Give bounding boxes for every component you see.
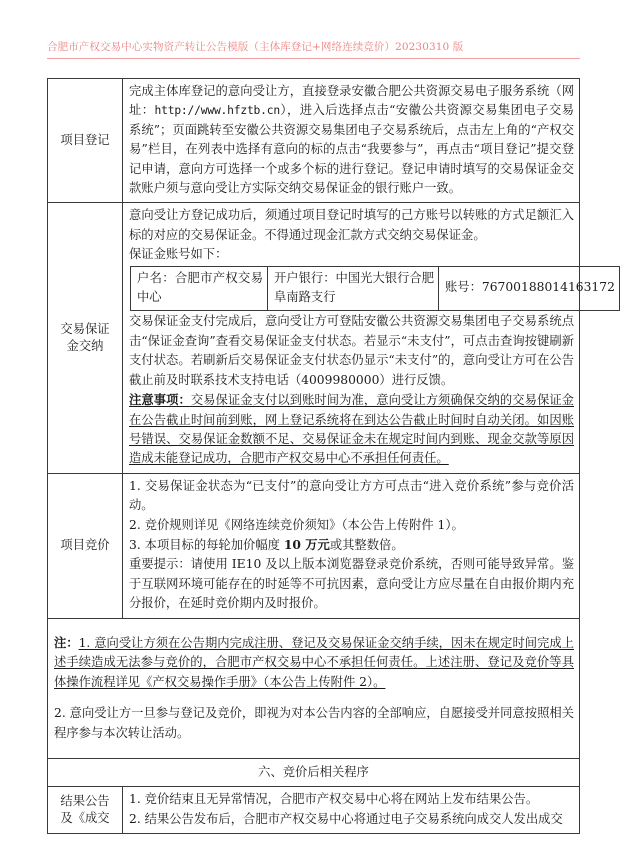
paragraph-result-1: 1. 竞价结束且无异常情况，合肥市产权交易中心将在网站上发布结果公告。 <box>129 792 539 807</box>
paragraph <box>129 82 574 198</box>
row-label-line-1: 结果公告 <box>60 794 110 809</box>
row-label-line-2: 及《成交 <box>60 811 110 826</box>
paragraph-bidding-2: 2. 竞价规则详见《网络连续竞价须知》（本公告上传附件 1）。 <box>129 517 464 532</box>
paragraph: 意向受让方登记成功后，须通过项目登记时填写的己方账号以转账的方式足额汇入标的对应的交易保证金。不得通过现金汇款方式交纳交易保证金。 <box>129 208 574 242</box>
account-name-cell: 户名：合肥市产权交易中心 <box>131 266 268 311</box>
note-item-1: 1. 意向受让方须在公告期内完成注册、登记及交易保证金交纳手续，因未在规定时间完成上述手续造成无法参与竞价的，合肥市产权交易中心不承担任何责任。上述注册、登记及竞价等具体操作流程详见《产权交易操作手册》（本公告上传附件 2）。 <box>54 635 574 689</box>
row-body-deposit-payment <box>123 203 615 473</box>
notice-body: 交易保证金支付以到账时间为准，意向受让方须确保交纳的交易保证金在公告截止时间前到账，网上登记系统将在到达公告截止时间时自动关闭。如因账号错误、交易保证金数额不足、交易保证金未在规定时间内到账、现金交款等原因造成未能登记成功，合肥市产权交易中心不承担任何责任。 <box>129 393 574 466</box>
paragraph-account-intro: 保证金账号如下： <box>129 247 228 262</box>
paragraph-payment-status: 交易保证金支付完成后，意向受让方可登陆安徽公共资源交易集团电子交易系统点击“保证金查询”查看交易保证金支付状态。若显示“未支付”，可点击查询按键刷新支付状态。若刷新后交易保证金支付状态仍显示“未支付”的，意向受让方可在公告截止前及时联系技术支持电话（4009980000）进行反馈。 <box>129 314 574 387</box>
notice-heading: 注意事项： <box>129 392 191 408</box>
row-body-project-bidding <box>123 473 580 618</box>
text-segment: 3. 本项目标的每轮加价幅度 <box>129 537 284 552</box>
row-label-result-announcement <box>48 787 123 834</box>
section-header-title: 六、竞价后相关程序 <box>48 759 580 787</box>
text-segment: ），进入后选择点击“安徽公共资源交易集团电子交易系统”；页面跳转至安徽公共资源交易集团电子交易系统后，点击左上角的“产权交易”栏目，在列表中选择有意向的标的点击“我要参与”，再点击“项目登记”提交登记申请，意向方可选择一个或多个标的进行登记。登记申请时填写的交易保证金交款账户须与意向受让方实际交纳交易保证金的银行账户一致。 <box>129 103 574 196</box>
table-row-notes <box>48 618 580 759</box>
paragraph-bidding-1: 1. 交易保证金状态为“已支付”的意向受让方方可点击“进入竞价系统”参与竞价活动。 <box>129 478 574 513</box>
row-label-line-1: 交易保证 <box>60 322 110 337</box>
paragraph-bidding-3 <box>129 535 574 555</box>
text-segment: 或其整数倍。 <box>329 537 404 552</box>
announcement-table <box>47 78 615 834</box>
text-segment: 完成主体库登记的意向受让方，直接登录安徽合肥公共资源交易电子服务系统（网址： <box>129 84 574 118</box>
paragraph-result-2: 2. 结果公告发布后，合肥市产权交易中心将通过电子交易系统向成交人发出成交 <box>129 811 563 826</box>
row-label-project-registration: 项目登记 <box>48 79 123 203</box>
row-label-line-2: 金交纳 <box>66 339 104 354</box>
row-body-project-registration <box>123 79 580 203</box>
table-row-section-header <box>48 759 580 787</box>
row-body-result-announcement <box>123 787 580 834</box>
table-row <box>131 266 620 311</box>
account-number-cell: 账号：76700188014163172 <box>439 266 620 311</box>
bank-name-cell: 开户银行：中国光大银行合肥阜南路支行 <box>268 266 439 311</box>
table-row-result-announcement <box>48 787 580 834</box>
table-row-project-registration <box>48 79 580 203</box>
document-running-header: 合肥市产权交易中心实物资产转让公告模版（主体库登记+网络连续竞价）20230310 版 <box>47 40 580 59</box>
row-label-deposit-payment <box>48 203 123 473</box>
paragraph-important-tip: 重要提示：请使用 IE10 及以上版本浏览器登录竞价系统，否则可能导致异常。鉴于互联网环境可能存在的时延等不可抗因素，意向受让方应尽量在自由报价期内充分报价，在延时竞价期内及时报价。 <box>129 557 574 611</box>
notes-cell <box>48 618 580 759</box>
paragraph-notice <box>129 390 574 469</box>
table-row-deposit-payment <box>48 203 580 473</box>
row-label-project-bidding: 项目竞价 <box>48 473 123 618</box>
bid-increment-amount: 10 万元 <box>283 536 330 552</box>
note-heading: 注： <box>54 634 79 650</box>
table-row-project-bidding <box>48 473 580 618</box>
note-paragraph-1 <box>54 633 574 692</box>
registration-url: http://www.hfztb.cn <box>154 104 280 118</box>
bank-account-table <box>130 266 620 312</box>
note-paragraph-2: 2. 意向受让方一旦参与登记及竞价，即视为对本公告内容的全部响应，自愿接受并同意按照相关程序参与本次转让活动。 <box>54 706 574 740</box>
